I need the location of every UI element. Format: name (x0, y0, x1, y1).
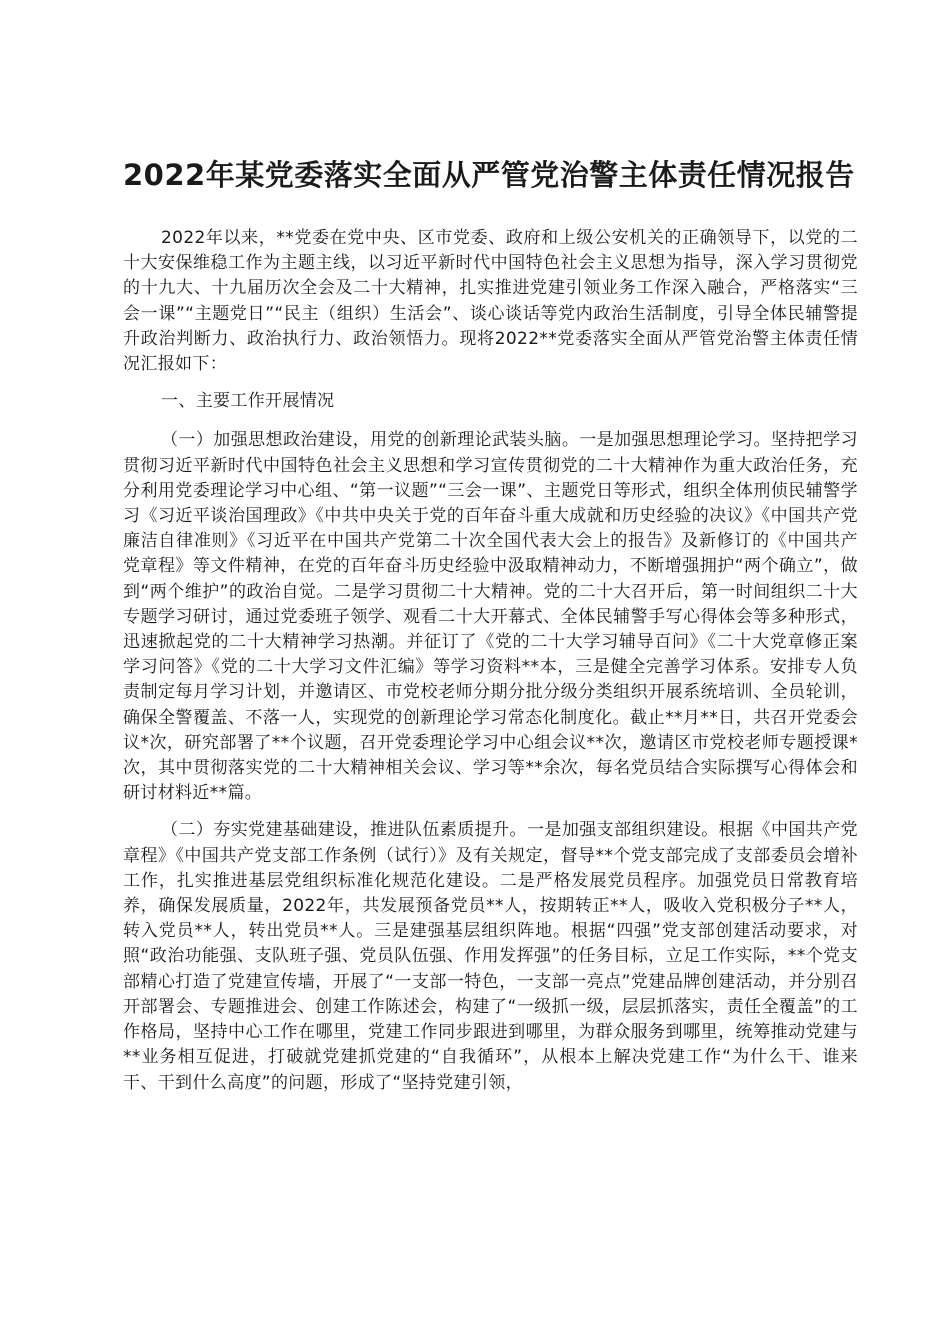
document-page (123, 150, 858, 1108)
section-heading: 一、主要工作开展情况 (161, 391, 335, 412)
body-paragraph-ideology: （一）加强思想政治建设，用党的创新理论武装头脑。一是加强思想理论学习。坚持把学习贯彻习近平新时代中国特色社会主义思想和学习宣传贯彻党的二十大精神作为重大政治任务，充分利用党委理论学习中心组、“第一议题”“三会一课”、主题党日等形式，组织全体刑侦民辅警学习《习近平谈治国理政》《中共中央关于党的百年奋斗重大成就和历史经验的决议》《中国共产党廉洁自律准则》《习近平在中国共产党第二十次全国代表大会上的报告》及新修订的《中国共产党章程》等文件精神，在党的百年奋斗历史经验中汲取精神动力，不断增强拥护“两个确立”，做到“两个维护”的政治自觉。二是学习贯彻二十大精神。党的二十大召开后，第一时间组织二十大专题学习研讨，通过党委班子领学、观看二十大开幕式、全体民辅警手写心得体会等多种形式，迅速掀起党的二十大精神学习热潮。并征订了《党的二十大学习辅导百问》《二十大党章修正案学习问答》《党的二十大学习文件汇编》等学习资料**本，三是健全完善学习体系。安排专人负责制定每月学习计划，并邀请区、市党校老师分期分批分级分类组织开展系统培训、全员轮训，确保全警覆盖、不落一人，实现党的创新理论学习常态化制度化。截止**月**日，共召开党委会议*次，研究部署了**个议题，召开党委理论学习中心组会议**次，邀请区市党校老师专题授课*次，其中贯彻落实党的二十大精神相关会议、学习等**余次，每名党员结合实际撰写心得体会和研讨材料近**篇。 (123, 430, 858, 804)
document-title: 2022年某党委落实全面从严管党治警主体责任情况报告 (123, 158, 855, 192)
intro-paragraph: 2022年以来，**党委在党中央、区市党委、政府和上级公安机关的正确领导下，以党的二十大安保维稳工作为主题主线，以习近平新时代中国特色社会主义思想为指导，深入学习贯彻党的十九大、十九届历次全会及二十大精神，扎实推进党建引领业务工作深入融合，严格落实“三会一课”“主题党日”“民主（组织）生活会”、谈心谈话等党内政治生活制度，引导全体民辅警提升政治判断力、政治执行力、政治领悟力。现将2022**党委落实全面从严管党治警主体责任情况汇报如下： (123, 228, 858, 375)
body-paragraph-party-building: （二）夯实党建基础建设，推进队伍素质提升。一是加强支部组织建设。根据《中国共产党章程》《中国共产党支部工作条例（试行）》及有关规定，督导**个党支部完成了支部委员会增补工作，扎实推进基层党组织标准化规范化建设。二是严格发展党员程序。加强党员日常教育培养，确保发展质量，2022年，共发展预备党员**人，按期转正**人，吸收入党积极分子**人，转入党员**人，转出党员**人。三是建强基层组织阵地。根据“四强”党支部创建活动要求，对照“政治功能强、支队班子强、党员队伍强、作用发挥强”的任务目标，立足工作实际，**个党支部精心打造了党建宣传墙，开展了“一支部一特色，一支部一亮点”党建品牌创建活动，并分别召开部署会、专题推进会、创建工作陈述会，构建了“一级抓一级，层层抓落实，责任全覆盖”的工作格局，坚持中心工作在哪里，党建工作同步跟进到哪里，为群众服务到哪里，统筹推动党建与**业务相互促进，打破就党建抓党建的“自我循环”，从根本上解决党建工作“为什么干、谁来干、干到什么高度”的问题，形成了“坚持党建引领， (123, 820, 858, 1093)
